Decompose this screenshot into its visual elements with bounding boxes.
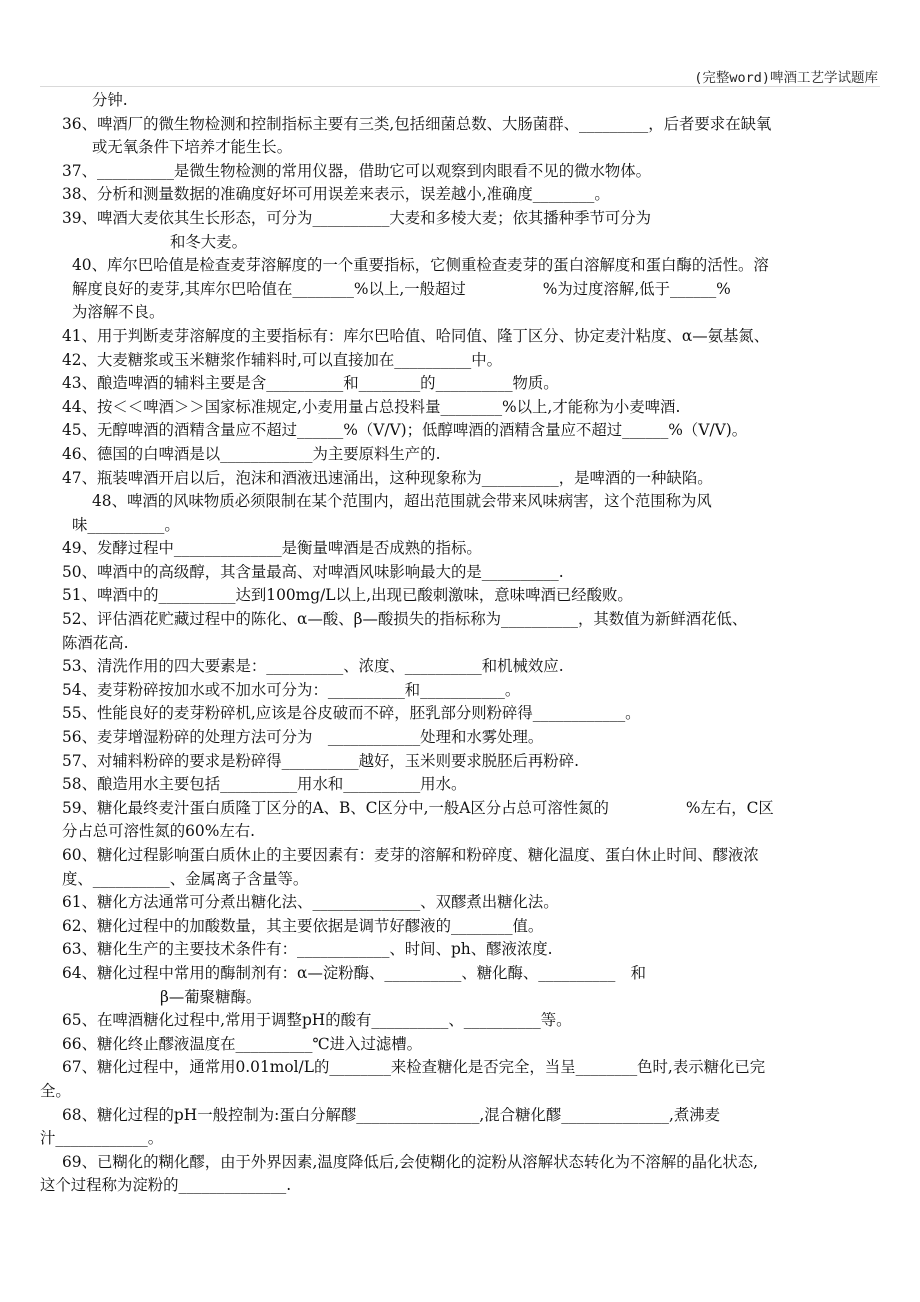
question-line	[40, 419, 878, 443]
question-text: 40、库尔巴哈值是检查麦芽溶解度的一个重要指标，它侧重检查麦芽的蛋白溶解度和蛋白酶的活性。溶	[72, 256, 769, 275]
question-line	[40, 962, 878, 986]
question-text: 和冬大麦。	[170, 232, 247, 251]
question-line	[40, 632, 878, 656]
question-line	[40, 136, 878, 160]
question-text: 54、麦芽粉碎按加水或不加水可分为：__________和___________。	[62, 680, 521, 699]
question-line	[40, 1127, 878, 1151]
question-text: 59、糖化最终麦汁蛋白质隆丁区分的A、B、C区分中,一般A区分占总可溶性氮的 %左右，C区	[62, 798, 774, 817]
question-line	[40, 844, 878, 868]
question-line	[40, 608, 878, 632]
header-divider	[40, 86, 880, 87]
question-line	[40, 868, 878, 892]
question-line	[40, 396, 878, 420]
question-line	[40, 490, 878, 514]
question-text: 67、糖化过程中，通常用0.01mol/L的________来检查糖化是否完全，当呈________色时,表示糖化已完	[62, 1058, 766, 1077]
question-line	[40, 750, 878, 774]
question-line	[40, 655, 878, 679]
question-text: 52、评估酒花贮藏过程中的陈化、α—酸、β—酸损失的指标称为__________，其数值为新鲜酒花低、	[62, 610, 748, 629]
question-line	[40, 325, 878, 349]
question-text: 度、__________、金属离子含量等。	[62, 869, 309, 888]
question-line	[40, 537, 878, 561]
question-text: 60、糖化过程影响蛋白质休止的主要因素有：麦芽的溶解和粉碎度、糖化温度、蛋白休止时间、醪液浓	[62, 846, 759, 864]
question-line	[40, 443, 878, 467]
question-list	[40, 89, 878, 1198]
question-text: 58、酿造用水主要包括__________用水和__________用水。	[62, 775, 467, 794]
question-text: 为溶解不良。	[72, 303, 165, 322]
question-line	[40, 797, 878, 821]
question-text: 45、无醇啤酒的酒精含量应不超过______%（V/V)；低醇啤酒的酒精含量应不超过______%（V/V)。	[62, 421, 748, 440]
question-line	[40, 986, 878, 1010]
question-text: 这个过程称为淀粉的______________.	[40, 1176, 292, 1195]
question-line	[40, 1104, 878, 1128]
question-line	[40, 938, 878, 962]
question-line	[40, 372, 878, 396]
question-line	[40, 113, 878, 137]
question-line	[40, 301, 878, 325]
question-line	[40, 467, 878, 491]
question-text: 46、德国的白啤酒是以____________为主要原料生产的.	[62, 444, 441, 463]
question-text: 44、按＜＜啤酒＞＞国家标准规定,小麦用量占总投料量________%以上,才能称为小麦啤酒.	[62, 397, 681, 416]
question-line	[40, 820, 878, 844]
question-line	[40, 584, 878, 608]
question-text: 48、啤酒的风味物质必须限制在某个范围内，超出范围就会带来风味病害，这个范围称为风	[92, 492, 712, 511]
question-text: 66、糖化终止醪液温度在__________℃进入过滤槽。	[62, 1034, 423, 1053]
question-text: 49、发酵过程中______________是衡量啤酒是否成熟的指标。	[62, 539, 482, 558]
question-line	[40, 1033, 878, 1057]
question-text: 分钟.	[92, 91, 128, 109]
question-text: 51、啤酒中的__________达到100mg/L以上,出现已酸刺激味，意味啤酒已经酸败。	[62, 586, 633, 605]
question-text: 38、分析和测量数据的准确度好坏可用误差来表示，误差越小,准确度________。	[62, 185, 610, 204]
question-text: 或无氧条件下培养才能生长。	[92, 138, 293, 157]
question-text: 64、糖化过程中常用的酶制剂有：α—淀粉酶、__________、糖化酶、__________ 和	[62, 963, 647, 982]
question-line	[40, 891, 878, 915]
question-text: 36、啤酒厂的微生物检测和控制指标主要有三类,包括细菌总数、大肠菌群、_________，后者要求在缺氧	[62, 114, 772, 133]
question-line	[40, 514, 878, 538]
question-text: 39、啤酒大麦依其生长形态，可分为__________大麦和多棱大麦；依其播种季节可分为	[62, 208, 652, 227]
question-text: 50、啤酒中的高级醇，其含量最高、对啤酒风味影响最大的是__________.	[62, 562, 564, 581]
question-line	[40, 679, 878, 703]
question-text: 分占总可溶性氮的60%左右.	[62, 822, 256, 841]
question-line	[40, 1080, 878, 1104]
question-line	[40, 702, 878, 726]
question-line	[40, 183, 878, 207]
question-text: 37、__________是微生物检测的常用仪器，借助它可以观察到肉眼看不见的微水物体。	[62, 161, 652, 180]
question-line	[40, 89, 878, 113]
question-text: 陈酒花高.	[62, 633, 129, 652]
question-text: 62、糖化过程中的加酸数量，其主要依据是调节好醪液的________值。	[62, 916, 544, 935]
question-line	[40, 231, 878, 255]
question-text: 57、对辅料粉碎的要求是粉碎得__________越好，玉米则要求脱胚后再粉碎.	[62, 751, 579, 770]
question-text: 解度良好的麦芽,其库尔巴哈值在________%以上,一般超过 %为过度溶解,低于______%	[72, 279, 731, 298]
question-line	[40, 1151, 878, 1175]
question-text: 41、用于判断麦芽溶解度的主要指标有：库尔巴哈值、哈同值、隆丁区分、协定麦汁粘度、α—氨基氮、	[62, 326, 770, 345]
question-text: 47、瓶装啤酒开启以后，泡沫和酒液迅速涌出，这种现象称为__________，是啤酒的一种缺陷。	[62, 468, 713, 487]
question-line	[40, 1009, 878, 1033]
document-header-title: (完整word)啤酒工艺学试题库	[694, 70, 878, 86]
question-text: 43、酿造啤酒的辅料主要是含__________和________的__________物质。	[62, 374, 559, 393]
question-text: 69、已糊化的糊化醪，由于外界因素,温度降低后,会使糊化的淀粉从溶解状态转化为不溶解的晶化状态,	[62, 1152, 759, 1171]
question-line	[40, 1174, 878, 1198]
question-line	[40, 160, 878, 184]
question-text: 61、糖化方法通常可分煮出糖化法、______________、双醪煮出糖化法。	[62, 893, 559, 912]
question-line	[40, 773, 878, 797]
question-text: 68、糖化过程的pH一般控制为:蛋白分解醪________________,混合糖化醪______________,煮沸麦	[62, 1105, 721, 1124]
question-line	[40, 278, 878, 302]
question-line	[40, 561, 878, 585]
question-text: 56、麦芽增湿粉碎的处理方法可分为 ____________处理和水雾处理。	[62, 728, 544, 747]
question-line	[40, 726, 878, 750]
question-text: 42、大麦糖浆或玉米糖浆作辅料时,可以直接加在__________中。	[62, 350, 503, 369]
question-text: 味__________。	[72, 515, 180, 534]
question-text: 53、清洗作用的四大要素是：__________、浓度、__________和机械效应.	[62, 657, 564, 676]
question-text: 65、在啤酒糖化过程中,常用于调整pH的酸有__________、__________等。	[62, 1011, 572, 1030]
question-line	[40, 1056, 878, 1080]
question-line	[40, 349, 878, 373]
question-line	[40, 915, 878, 939]
question-text: 汁____________。	[40, 1129, 164, 1148]
question-text: β—葡聚糖酶。	[160, 987, 262, 1006]
question-line	[40, 207, 878, 231]
question-text: 55、性能良好的麦芽粉碎机,应该是谷皮破而不碎，胚乳部分则粉碎得____________。	[62, 704, 641, 723]
question-text: 63、糖化生产的主要技术条件有：____________、时间、ph、醪液浓度.	[62, 940, 553, 959]
question-text: 全。	[40, 1081, 71, 1100]
question-line	[40, 254, 878, 278]
